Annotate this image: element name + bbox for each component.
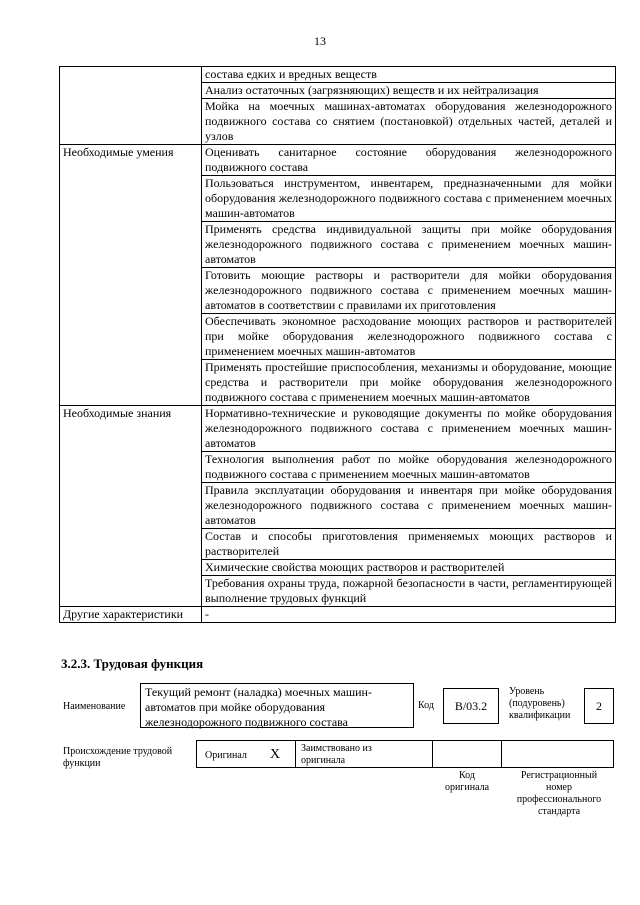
- row-category: Другие характеристики: [60, 607, 202, 623]
- row-category: Необходимые знания: [60, 406, 202, 607]
- function-code: B/03.2: [443, 688, 499, 724]
- section-title: 3.2.3. Трудовая функция: [61, 656, 204, 671]
- row-item: Правила эксплуатации оборудования и инвентаря при мойке оборудования железнодорожного подвижного состава с применением моечных машин-автоматов: [202, 483, 616, 529]
- level-value: 2: [584, 688, 614, 724]
- row-item: Пользоваться инструментом, инвентарем, предназначенными для мойки оборудования железнодорожного подвижного состава с применением моечных машин-автоматов: [202, 176, 616, 222]
- reg-number-cell: [501, 740, 614, 768]
- row-item: Оценивать санитарное состояние оборудования железнодорожного подвижного состава: [202, 145, 616, 176]
- row-item: Анализ остаточных (загрязняющих) веществ и их нейтрализация: [202, 83, 616, 99]
- borrowed-cell: [295, 740, 433, 768]
- row-category: [60, 67, 202, 145]
- table-row: [60, 607, 616, 623]
- table-row: [60, 406, 616, 452]
- row-item: Обеспечивать экономное расходование моющих растворов и растворителей при мойке оборудования железнодорожного подвижного состава с применением моечных машин-автоматов: [202, 314, 616, 360]
- row-item: Нормативно-технические и руководящие документы по мойке оборудования железнодорожного подвижного состава с применением моечных машин-автоматов: [202, 406, 616, 452]
- skills-table: [59, 66, 616, 623]
- row-category: Необходимые умения: [60, 145, 202, 406]
- table-row: [60, 145, 616, 176]
- row-item: Химические свойства моющих растворов и растворителей: [202, 560, 616, 576]
- code-original-cell: [432, 740, 502, 768]
- row-item: Применять простейшие приспособления, механизмы и оборудование, моющие средства и растворители при мойке оборудования железнодорожного подвижного состава с применением моечных машин-автоматов: [202, 360, 616, 406]
- original-label: Оригинал: [205, 750, 247, 761]
- page-number: 13: [314, 34, 326, 48]
- row-item: Состав и способы приготовления применяемых моющих растворов и растворителей: [202, 529, 616, 560]
- row-item: Применять средства индивидуальной защиты при мойке оборудования железнодорожного подвижного состава с применением моечных машин-автоматов: [202, 222, 616, 268]
- original-mark: X: [270, 747, 281, 762]
- row-item: состава едких и вредных веществ: [202, 67, 616, 83]
- function-name: Текущий ремонт (наладка) моечных машин-автоматов при мойке оборудования железнодорожного подвижного состава: [140, 683, 414, 728]
- code-original-caption: Код оригинала: [444, 770, 490, 793]
- code-label: Код: [418, 700, 434, 711]
- row-item: Требования охраны труда, пожарной безопасности в части, регламентирующей выполнение трудовых функций: [202, 576, 616, 607]
- name-label: Наименование: [63, 701, 126, 712]
- level-label: Уровень (подуровень) квалификации: [509, 686, 571, 721]
- row-item: Готовить моющие растворы и растворители для мойки оборудования железнодорожного подвижного состава с применением моечных машин-автоматов в соответствии с правилами их приготовления: [202, 268, 616, 314]
- borrowed-label: Заимствовано из оригинала: [301, 743, 372, 766]
- row-item: Мойка на моечных машинах-автоматах оборудования железнодорожного подвижного состава со снятием (постановкой) отдельных частей, деталей и узлов: [202, 99, 616, 145]
- row-item: Технология выполнения работ по мойке оборудования железнодорожного подвижного состава с применением моечных машин-автоматов: [202, 452, 616, 483]
- table-row: [60, 67, 616, 83]
- origin-label: Происхождение трудовой функции: [63, 746, 173, 769]
- origin-row: [196, 740, 614, 768]
- reg-number-caption: Регистрационный номер профессионального стандарта: [516, 770, 602, 817]
- original-cell: [196, 740, 296, 768]
- row-item: -: [202, 607, 616, 623]
